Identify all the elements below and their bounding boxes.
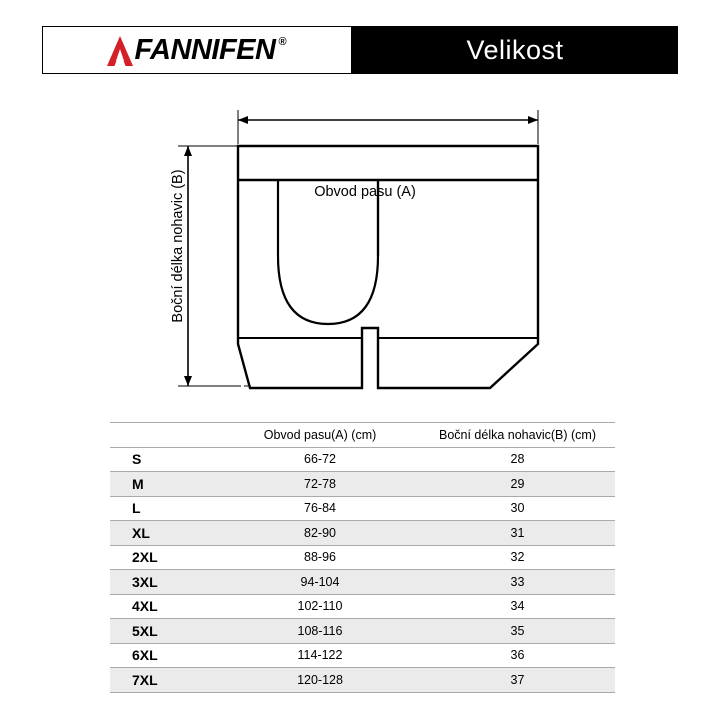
cell-size: S <box>110 447 220 472</box>
header <box>42 26 678 74</box>
table-row <box>110 570 615 595</box>
cell-size: M <box>110 472 220 497</box>
title-bar <box>352 26 678 74</box>
page-title: Velikost <box>466 34 564 65</box>
table-row <box>110 668 615 693</box>
cell-size: 4XL <box>110 594 220 619</box>
table-row <box>110 643 615 668</box>
cell-length: 30 <box>420 496 615 521</box>
cell-size: L <box>110 496 220 521</box>
cell-waist: 66-72 <box>220 447 420 472</box>
col-header-length: Boční délka nohavic(B) (cm) <box>420 423 615 448</box>
cell-waist: 114-122 <box>220 643 420 668</box>
table-head <box>110 423 615 448</box>
waist-measure-label: Obvod pasu (A) <box>314 184 416 200</box>
cell-waist: 76-84 <box>220 496 420 521</box>
cell-length: 31 <box>420 521 615 546</box>
brand-registered-mark: ® <box>278 35 287 48</box>
cell-length: 35 <box>420 619 615 644</box>
size-table <box>110 422 615 693</box>
cell-waist: 72-78 <box>220 472 420 497</box>
cell-waist: 88-96 <box>220 545 420 570</box>
brand-a-icon <box>107 36 133 64</box>
cell-waist: 94-104 <box>220 570 420 595</box>
cell-size: 3XL <box>110 570 220 595</box>
cell-length: 28 <box>420 447 615 472</box>
cell-length: 36 <box>420 643 615 668</box>
table-row <box>110 447 615 472</box>
cell-length: 37 <box>420 668 615 693</box>
cell-size: 7XL <box>110 668 220 693</box>
cell-size: 6XL <box>110 643 220 668</box>
table-row <box>110 545 615 570</box>
col-header-waist: Obvod pasu(A) (cm) <box>220 423 420 448</box>
cell-waist: 102-110 <box>220 594 420 619</box>
cell-waist: 108-116 <box>220 619 420 644</box>
size-table-wrap <box>110 422 615 693</box>
cell-size: 5XL <box>110 619 220 644</box>
cell-waist: 82-90 <box>220 521 420 546</box>
table-row <box>110 496 615 521</box>
table-row <box>110 521 615 546</box>
table-body <box>110 447 615 692</box>
cell-length: 32 <box>420 545 615 570</box>
table-row <box>110 619 615 644</box>
length-measure-label: Boční délka nohavic (B) <box>170 169 186 323</box>
col-header-size <box>110 423 220 448</box>
table-row <box>110 594 615 619</box>
brand-mark <box>107 33 287 66</box>
table-header-row <box>110 423 615 448</box>
brand-logo-box <box>42 26 352 74</box>
cell-length: 34 <box>420 594 615 619</box>
cell-size: 2XL <box>110 545 220 570</box>
table-row <box>110 472 615 497</box>
garment-diagram <box>150 88 580 406</box>
cell-waist: 120-128 <box>220 668 420 693</box>
cell-size: XL <box>110 521 220 546</box>
cell-length: 29 <box>420 472 615 497</box>
cell-length: 33 <box>420 570 615 595</box>
brand-name: FANNIFEN <box>134 33 276 66</box>
boxer-brief-drawing <box>150 88 580 406</box>
